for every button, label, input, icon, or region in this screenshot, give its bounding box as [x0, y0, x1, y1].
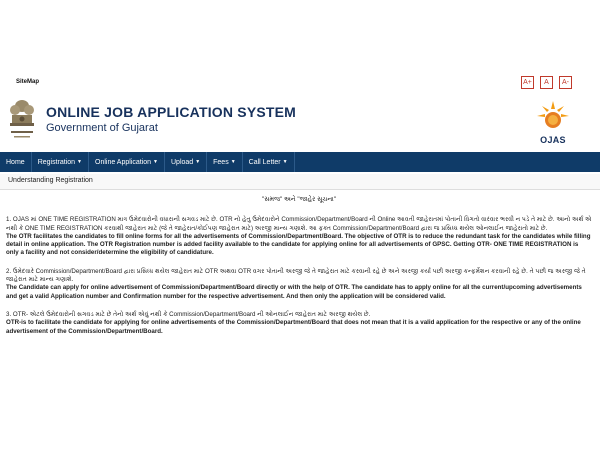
ojas-logo-text: OJAS [540, 135, 566, 145]
nav-registration[interactable] [32, 152, 89, 172]
nav-call-letter-label: Call Letter [248, 158, 281, 166]
paragraph-1-gujarati: 1. OJAS માં ONE TIME REGISTRATION માત્ર ઉમેદવારોની વધારાની સગવડ માટે છે. OTR નો હેતુ ઉમેદવારોને Commission/Department/Board ની Online આવતી જાહેરાતમાં પોતાની વિગતો વારંવાર ભરવી ન પડે તે માટે છે. આનો અર્થ એ નથી કે ONE TIME REGISTRATION કરવાથી જાહેરાત માટે (જે તે જાહેરાત/કોઈપણ જાહેરાત માટે) અરજી માન્ય ગણાશે. આ ફક્ત Commission/Department/Board દ્વારા જ પ્રસિધ્ધ થયેલ ઓનલાઈન જાહેરાતો માટે છે. [6, 216, 592, 232]
paragraph-3-gujarati: 3. OTR- એટલે ઉમેદવારોની સગવડ માટે છે તેનો અર્થ એવું નથી કે Commission/Department/Board ની ઓનલાઈન જાહેરાત માટે અરજી થયેલ છે. [6, 310, 371, 318]
site-header [0, 93, 600, 151]
font-reset-button[interactable]: A [540, 76, 553, 89]
ojas-logo[interactable] [533, 99, 573, 145]
font-increase-button[interactable]: A+ [521, 76, 534, 89]
chevron-down-icon: ▼ [282, 159, 288, 165]
sitemap-link[interactable]: SiteMap [16, 79, 40, 85]
nav-fees[interactable] [207, 152, 243, 172]
notice-title: "સમજ" અને "જાહેર સૂચના" [262, 196, 336, 203]
nav-home-label: Home [6, 158, 25, 166]
breadcrumb-label: Understanding Registration [8, 177, 93, 184]
chevron-down-icon: ▼ [230, 159, 236, 165]
main-navbar [0, 152, 600, 172]
breadcrumb [0, 174, 600, 190]
nav-upload[interactable] [165, 152, 207, 172]
nav-fees-label: Fees [213, 158, 229, 166]
paragraph-2 [6, 268, 592, 301]
paragraph-2-gujarati: 2. ઉમેદવારે Commission/Department/Board દ્વારા પ્રસિધ્ધ થયેલ જાહેરાત માટે OTR અથવા OTR વગર પોતાની અરજી જે તે જાહેરાત માટે કરવાની રહે છે અને અરજી કર્યા પછી અરજી કન્ફર્મેશન કરવાની રહે છે. તે પછી જ અરજી જે તે જાહેરાત માટે માન્ય ગણાશે. [6, 267, 586, 284]
chevron-down-icon: ▼ [195, 159, 201, 165]
font-decrease-button[interactable]: A- [559, 76, 572, 89]
nav-upload-label: Upload [171, 158, 194, 166]
chevron-down-icon: ▼ [153, 159, 158, 165]
main-content [6, 196, 592, 346]
paragraph-3 [6, 311, 592, 336]
national-emblem-icon [6, 97, 38, 147]
title-block [46, 104, 296, 134]
nav-online-application[interactable] [89, 152, 165, 172]
paragraph-3-english: OTR-is to facilitate the candidate for applying for online advertisements of the Commission/Department/Board that does not mean that it is a valid application for the respective or any of the online advertisement of the Commission/Department/Board. [6, 319, 581, 335]
nav-home[interactable] [0, 152, 32, 172]
paragraph-1-english: The OTR facilitates the candidates to fill online forms for all the advertisements of Commission/Department/Board. The objective of OTR is to reduce the redundant task for the candidates while filling detail in online application. The OTR Registration number is added facility available to the candidate for applying online for all advertisements of GPSC. Getting OTR- ONE TIME REGISTRATION is only a facility and not consider/determine the eligibility of candidature. [6, 232, 591, 257]
nav-call-letter[interactable] [243, 152, 295, 172]
font-size-controls [521, 76, 572, 89]
chevron-down-icon: ▼ [77, 159, 82, 165]
nav-online-application-label: Online Application [95, 158, 152, 166]
site-title: ONLINE JOB APPLICATION SYSTEM [46, 104, 297, 120]
site-subtitle: Government of Gujarat [46, 122, 158, 134]
top-utility-bar [0, 76, 600, 92]
paragraph-1 [6, 216, 592, 257]
nav-registration-label: Registration [37, 158, 76, 166]
paragraph-2-english: The Candidate can apply for online advertisement of Commission/Department/Board directly or with the help of OTR. The candidate has to apply online for all the current/upcoming advertisements and get a valid Application number and Confirmation number for the respective advertisement. And then only the application will be considered valid. [6, 284, 582, 300]
